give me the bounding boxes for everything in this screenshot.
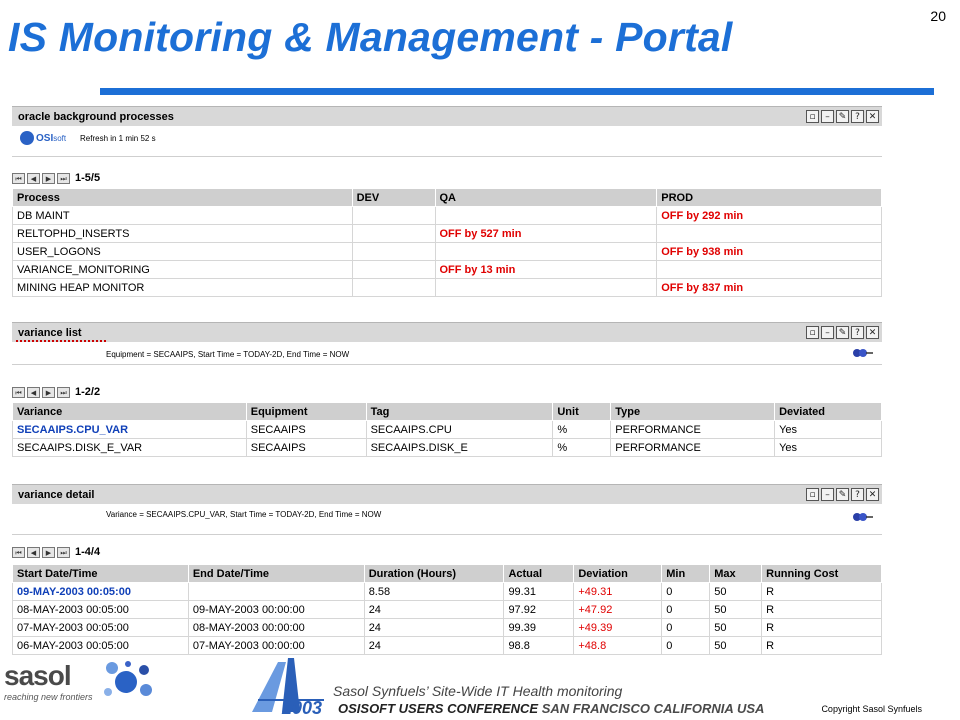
next-page-icon[interactable]: ▶ xyxy=(42,387,55,398)
dev-cell xyxy=(352,243,435,261)
deviation-cell: +49.31 xyxy=(574,583,662,601)
column-header[interactable]: Actual xyxy=(504,565,574,583)
table-row xyxy=(13,243,882,261)
pager xyxy=(12,172,100,184)
process-cell: USER_LOGONS xyxy=(13,243,353,261)
actual-cell: 99.39 xyxy=(504,619,574,637)
process-cell: DB MAINT xyxy=(13,207,353,225)
deviation-cell: +49.39 xyxy=(574,619,662,637)
variance-list-table xyxy=(12,402,882,457)
table-row[interactable] xyxy=(13,421,882,439)
slide-title: IS Monitoring & Management - Portal xyxy=(8,14,733,60)
column-header[interactable]: Variance xyxy=(13,403,247,421)
equipment-cell: SECAAIPS xyxy=(246,421,366,439)
edit-icon[interactable]: ✎ xyxy=(836,110,849,123)
unit-cell: % xyxy=(553,421,611,439)
next-page-icon[interactable]: ▶ xyxy=(42,547,55,558)
min-cell: 0 xyxy=(662,601,710,619)
column-header[interactable]: Deviation xyxy=(574,565,662,583)
variance-link[interactable]: SECAAIPS.DISK_E_VAR xyxy=(13,439,247,457)
portlet-controls xyxy=(806,326,882,339)
column-header[interactable]: Min xyxy=(662,565,710,583)
edit-icon[interactable]: ✎ xyxy=(836,488,849,501)
conference-title: OSISOFT USERS CONFERENCE xyxy=(338,701,539,716)
pager xyxy=(12,386,100,398)
portlet-variance-list xyxy=(12,322,882,365)
first-page-icon[interactable]: ⏮ xyxy=(12,173,25,184)
prod-cell xyxy=(657,225,882,243)
start-time-link[interactable]: 07-MAY-2003 00:05:00 xyxy=(13,619,189,637)
variance-link[interactable]: SECAAIPS.CPU_VAR xyxy=(13,421,247,439)
equipment-cell: SECAAIPS xyxy=(246,439,366,457)
portlet-info-bar xyxy=(12,126,882,157)
column-header[interactable]: Process xyxy=(13,189,353,207)
column-header[interactable]: Start Date/Time xyxy=(13,565,189,583)
conference-name xyxy=(338,701,764,716)
table-row xyxy=(13,207,882,225)
column-header[interactable]: Type xyxy=(611,403,775,421)
conference-location: SAN FRANCISCO CALIFORNIA USA xyxy=(541,701,765,716)
first-page-icon[interactable]: ⏮ xyxy=(12,547,25,558)
column-header[interactable]: Deviated xyxy=(775,403,882,421)
prod-cell: OFF by 938 min xyxy=(657,243,882,261)
start-time-link[interactable]: 06-MAY-2003 00:05:00 xyxy=(13,637,189,655)
sasol-logo: sasol reaching new frontiers xyxy=(4,660,93,702)
table-row[interactable] xyxy=(13,601,882,619)
portlet-controls xyxy=(806,110,882,123)
end-time-cell: 07-MAY-2003 00:00:00 xyxy=(188,637,364,655)
qa-cell: OFF by 527 min xyxy=(435,225,657,243)
portlet-variance-detail xyxy=(12,484,882,535)
min-cell: 0 xyxy=(662,637,710,655)
portlet-header xyxy=(12,484,882,504)
running-cost-cell: R xyxy=(762,583,882,601)
end-time-cell: 09-MAY-2003 00:00:00 xyxy=(188,601,364,619)
table-row[interactable] xyxy=(13,619,882,637)
max-cell: 50 xyxy=(710,601,762,619)
duration-cell: 24 xyxy=(364,637,504,655)
pushpin-icon[interactable] xyxy=(852,512,874,522)
minimize-icon[interactable]: – xyxy=(821,488,834,501)
column-header[interactable]: PROD xyxy=(657,189,882,207)
tag-cell: SECAAIPS.DISK_E xyxy=(366,439,553,457)
pager xyxy=(12,546,100,558)
help-icon[interactable]: ? xyxy=(851,488,864,501)
qa-cell xyxy=(435,243,657,261)
column-header[interactable]: DEV xyxy=(352,189,435,207)
minimize-icon[interactable]: – xyxy=(821,326,834,339)
pager-range: 1-5/5 xyxy=(75,172,101,184)
duration-cell: 24 xyxy=(364,619,504,637)
table-row[interactable] xyxy=(13,439,882,457)
next-page-icon[interactable]: ▶ xyxy=(42,173,55,184)
close-icon[interactable]: ✕ xyxy=(866,488,879,501)
portlet-title: variance detail xyxy=(18,488,95,501)
previous-page-icon[interactable]: ◀ xyxy=(27,547,40,558)
min-cell: 0 xyxy=(662,619,710,637)
dev-cell xyxy=(352,207,435,225)
previous-page-icon[interactable]: ◀ xyxy=(27,173,40,184)
start-time-link[interactable]: 09-MAY-2003 00:05:00 xyxy=(13,583,189,601)
molecule-icon xyxy=(98,658,158,702)
portlet-title: variance list xyxy=(18,326,82,339)
unit-cell: % xyxy=(553,439,611,457)
min-cell: 0 xyxy=(662,583,710,601)
portlet-info-bar xyxy=(12,504,882,535)
filter-text: Variance = SECAAIPS.CPU_VAR, Start Time = TODAY-2D, End Time = NOW xyxy=(106,510,382,519)
last-page-icon[interactable]: ⏭ xyxy=(57,387,70,398)
dev-cell xyxy=(352,279,435,297)
type-cell: PERFORMANCE xyxy=(611,421,775,439)
qa-cell: OFF by 13 min xyxy=(435,261,657,279)
cropped-red-text xyxy=(16,340,106,346)
pushpin-icon[interactable] xyxy=(852,348,874,358)
max-cell: 50 xyxy=(710,637,762,655)
close-icon[interactable]: ✕ xyxy=(866,326,879,339)
copyright-text: Copyright Sasol Synfuels xyxy=(821,704,922,714)
portlet-header xyxy=(12,322,882,342)
process-cell: RELTOPHD_INSERTS xyxy=(13,225,353,243)
prod-cell: OFF by 837 min xyxy=(657,279,882,297)
help-icon[interactable]: ? xyxy=(851,110,864,123)
column-header[interactable]: Running Cost xyxy=(762,565,882,583)
dev-cell xyxy=(352,225,435,243)
running-cost-cell: R xyxy=(762,637,882,655)
previous-page-icon[interactable]: ◀ xyxy=(27,387,40,398)
table-row[interactable] xyxy=(13,583,882,601)
portlet-title: oracle background processes xyxy=(18,110,174,123)
running-cost-cell: R xyxy=(762,619,882,637)
duration-cell: 24 xyxy=(364,601,504,619)
table-row xyxy=(13,279,882,297)
running-cost-cell: R xyxy=(762,601,882,619)
deviated-cell: Yes xyxy=(775,421,882,439)
end-time-cell: 08-MAY-2003 00:00:00 xyxy=(188,619,364,637)
processes-table xyxy=(12,188,882,297)
column-header[interactable]: Tag xyxy=(366,403,553,421)
column-header[interactable]: QA xyxy=(435,189,657,207)
column-header[interactable]: Max xyxy=(710,565,762,583)
filter-text: Equipment = SECAAIPS, Start Time = TODAY-2D, End Time = NOW xyxy=(106,350,350,359)
first-page-icon[interactable]: ⏮ xyxy=(12,387,25,398)
deviated-cell: Yes xyxy=(775,439,882,457)
max-cell: 50 xyxy=(710,583,762,601)
restore-icon[interactable]: ▫ xyxy=(806,110,819,123)
restore-icon[interactable]: ▫ xyxy=(806,326,819,339)
max-cell: 50 xyxy=(710,619,762,637)
edit-icon[interactable]: ✎ xyxy=(836,326,849,339)
actual-cell: 97.92 xyxy=(504,601,574,619)
actual-cell: 98.8 xyxy=(504,637,574,655)
portlet-oracle-background-processes xyxy=(12,106,882,157)
osisoft-logo: OSI soft xyxy=(20,131,66,145)
duration-cell: 8.58 xyxy=(364,583,504,601)
pager-range: 1-2/2 xyxy=(75,386,101,398)
slide-number: 20 xyxy=(930,8,946,24)
qa-cell xyxy=(435,207,657,225)
column-header[interactable]: Duration (Hours) xyxy=(364,565,504,583)
help-icon[interactable]: ? xyxy=(851,326,864,339)
portlet-header xyxy=(12,106,882,126)
process-cell: MINING HEAP MONITOR xyxy=(13,279,353,297)
prod-cell: OFF by 292 min xyxy=(657,207,882,225)
conference-year: 2003 xyxy=(282,698,323,718)
refresh-timer: Refresh in 1 min 52 s xyxy=(80,134,156,143)
start-time-link[interactable]: 08-MAY-2003 00:05:00 xyxy=(13,601,189,619)
portlet-info-bar xyxy=(12,342,882,365)
column-header[interactable]: Equipment xyxy=(246,403,366,421)
pager-range: 1-4/4 xyxy=(75,546,101,558)
variance-detail-table xyxy=(12,564,882,655)
last-page-icon[interactable]: ⏭ xyxy=(57,173,70,184)
deviation-cell: +48.8 xyxy=(574,637,662,655)
tag-cell: SECAAIPS.CPU xyxy=(366,421,553,439)
table-row xyxy=(13,225,882,243)
sasol-tagline: reaching new frontiers xyxy=(4,692,93,702)
type-cell: PERFORMANCE xyxy=(611,439,775,457)
close-icon[interactable]: ✕ xyxy=(866,110,879,123)
footer-caption: Sasol Synfuels’ Site-Wide IT Health monitoring xyxy=(333,683,623,699)
column-header[interactable]: Unit xyxy=(553,403,611,421)
title-divider xyxy=(100,88,934,95)
column-header[interactable]: End Date/Time xyxy=(188,565,364,583)
last-page-icon[interactable]: ⏭ xyxy=(57,547,70,558)
process-cell: VARIANCE_MONITORING xyxy=(13,261,353,279)
actual-cell: 99.31 xyxy=(504,583,574,601)
prod-cell xyxy=(657,261,882,279)
dev-cell xyxy=(352,261,435,279)
qa-cell xyxy=(435,279,657,297)
table-row xyxy=(13,261,882,279)
portlet-controls xyxy=(806,488,882,501)
deviation-cell: +47.92 xyxy=(574,601,662,619)
table-row[interactable] xyxy=(13,637,882,655)
restore-icon[interactable]: ▫ xyxy=(806,488,819,501)
end-time-cell xyxy=(188,583,364,601)
minimize-icon[interactable]: – xyxy=(821,110,834,123)
